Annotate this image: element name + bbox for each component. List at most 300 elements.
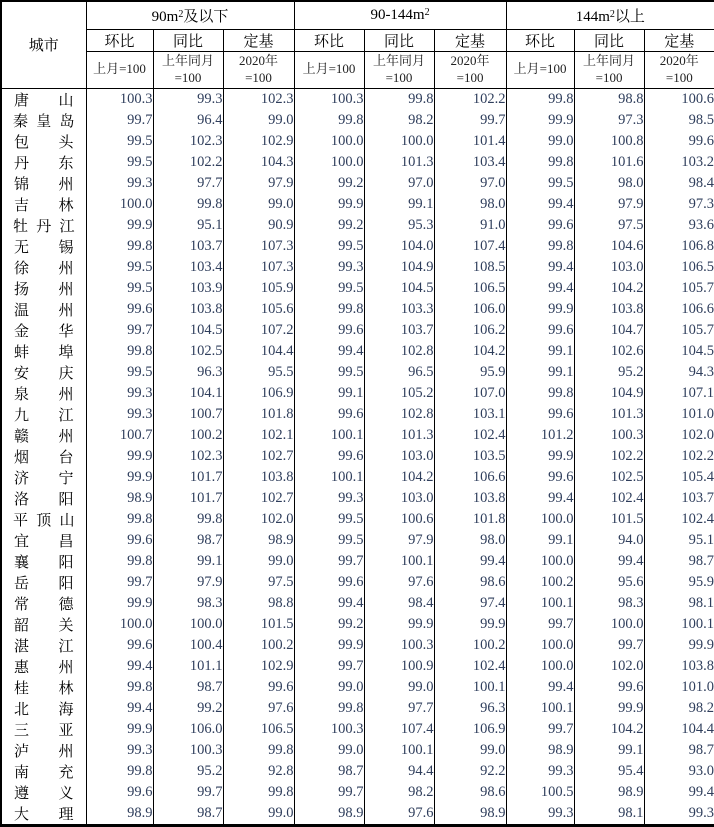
index-value-cell: 98.9 <box>294 803 364 826</box>
city-column-header: 城市 <box>1 1 86 88</box>
index-value-cell: 99.6 <box>86 530 153 551</box>
index-value-cell: 106.5 <box>644 257 714 278</box>
city-name: 洛 阳 <box>1 488 86 509</box>
index-value-cell: 99.4 <box>574 551 644 572</box>
city-name: 宜 昌 <box>1 530 86 551</box>
index-value-cell: 97.5 <box>223 572 294 593</box>
index-value-cell: 97.9 <box>153 572 223 593</box>
index-value-cell: 99.9 <box>86 593 153 614</box>
base-label-mom: 上月=100 <box>294 51 364 88</box>
index-value-cell: 99.6 <box>506 215 574 236</box>
index-value-cell: 99.7 <box>86 110 153 131</box>
index-value-cell: 100.0 <box>506 656 574 677</box>
index-value-cell: 99.6 <box>294 572 364 593</box>
index-value-cell: 102.4 <box>574 488 644 509</box>
table-row <box>1 467 714 488</box>
index-value-cell: 104.3 <box>223 152 294 173</box>
index-value-cell: 99.4 <box>506 278 574 299</box>
index-value-cell: 103.4 <box>434 152 506 173</box>
index-value-cell: 100.3 <box>364 635 434 656</box>
index-value-cell: 99.9 <box>86 446 153 467</box>
table-row <box>1 740 714 761</box>
index-value-cell: 99.7 <box>86 320 153 341</box>
index-value-cell: 102.0 <box>644 425 714 446</box>
city-name: 烟 台 <box>1 446 86 467</box>
index-value-cell: 102.8 <box>364 341 434 362</box>
base-label-fixed-base: 2020年 =100 <box>644 51 714 88</box>
index-value-cell: 98.7 <box>294 761 364 782</box>
index-value-cell: 99.3 <box>644 803 714 826</box>
index-value-cell: 99.0 <box>294 677 364 698</box>
index-value-cell: 98.7 <box>153 677 223 698</box>
city-name: 惠 州 <box>1 656 86 677</box>
index-value-cell: 98.7 <box>153 530 223 551</box>
base-header-row <box>1 51 714 88</box>
index-value-cell: 102.2 <box>434 88 506 110</box>
index-value-cell: 104.1 <box>153 383 223 404</box>
index-value-cell: 99.6 <box>506 404 574 425</box>
city-name: 金 华 <box>1 320 86 341</box>
index-value-cell: 99.6 <box>574 677 644 698</box>
index-value-cell: 95.3 <box>364 215 434 236</box>
index-value-cell: 106.5 <box>223 719 294 740</box>
index-value-cell: 99.8 <box>86 677 153 698</box>
table-row <box>1 614 714 635</box>
table-row <box>1 88 714 110</box>
index-value-cell: 91.0 <box>434 215 506 236</box>
index-value-cell: 99.1 <box>574 740 644 761</box>
index-value-cell: 98.3 <box>153 593 223 614</box>
index-value-cell: 99.0 <box>364 677 434 698</box>
index-value-cell: 102.2 <box>574 446 644 467</box>
index-value-cell: 104.5 <box>153 320 223 341</box>
table-row <box>1 110 714 131</box>
city-name: 平 顶 山 <box>1 509 86 530</box>
index-value-cell: 107.2 <box>223 320 294 341</box>
index-value-cell: 100.0 <box>86 614 153 635</box>
index-value-cell: 100.0 <box>364 131 434 152</box>
index-value-cell: 97.9 <box>364 530 434 551</box>
index-value-cell: 95.9 <box>434 362 506 383</box>
city-name: 三 亚 <box>1 719 86 740</box>
index-value-cell: 104.4 <box>644 719 714 740</box>
index-value-cell: 97.0 <box>434 173 506 194</box>
index-value-cell: 101.6 <box>574 152 644 173</box>
index-value-cell: 103.4 <box>153 257 223 278</box>
table-row <box>1 530 714 551</box>
city-name: 锦 州 <box>1 173 86 194</box>
index-value-cell: 99.5 <box>294 530 364 551</box>
index-value-cell: 90.9 <box>223 215 294 236</box>
index-value-cell: 100.3 <box>574 425 644 446</box>
index-value-cell: 101.1 <box>153 656 223 677</box>
index-value-cell: 99.6 <box>86 299 153 320</box>
index-value-cell: 98.2 <box>364 110 434 131</box>
index-value-cell: 96.3 <box>153 362 223 383</box>
index-value-cell: 99.3 <box>506 761 574 782</box>
index-value-cell: 103.0 <box>574 257 644 278</box>
index-value-cell: 100.0 <box>153 614 223 635</box>
index-value-cell: 100.2 <box>506 572 574 593</box>
index-value-cell: 100.1 <box>506 698 574 719</box>
index-value-cell: 99.9 <box>506 446 574 467</box>
index-value-cell: 100.3 <box>86 88 153 110</box>
index-value-cell: 100.6 <box>364 509 434 530</box>
index-value-cell: 98.7 <box>153 803 223 826</box>
index-value-cell: 99.4 <box>86 698 153 719</box>
table-row <box>1 215 714 236</box>
index-value-cell: 100.7 <box>153 404 223 425</box>
index-value-cell: 99.7 <box>294 551 364 572</box>
index-value-cell: 99.7 <box>434 110 506 131</box>
index-value-cell: 99.8 <box>86 341 153 362</box>
index-value-cell: 99.5 <box>294 509 364 530</box>
index-value-cell: 99.1 <box>364 194 434 215</box>
index-value-cell: 100.6 <box>644 88 714 110</box>
index-value-cell: 99.4 <box>506 194 574 215</box>
index-value-cell: 103.7 <box>364 320 434 341</box>
index-value-cell: 100.8 <box>574 131 644 152</box>
table-row <box>1 488 714 509</box>
index-value-cell: 106.9 <box>434 719 506 740</box>
index-value-cell: 95.9 <box>644 572 714 593</box>
index-value-cell: 99.8 <box>294 698 364 719</box>
index-value-cell: 103.2 <box>644 152 714 173</box>
table-row <box>1 236 714 257</box>
index-value-cell: 98.5 <box>644 110 714 131</box>
index-value-cell: 102.5 <box>574 467 644 488</box>
index-value-cell: 99.1 <box>294 383 364 404</box>
index-value-cell: 103.1 <box>434 404 506 425</box>
index-value-cell: 103.5 <box>434 446 506 467</box>
table-row <box>1 551 714 572</box>
index-value-cell: 103.7 <box>153 236 223 257</box>
index-value-cell: 99.3 <box>153 88 223 110</box>
table-row <box>1 383 714 404</box>
index-value-cell: 95.5 <box>223 362 294 383</box>
city-name: 吉 林 <box>1 194 86 215</box>
table-row <box>1 656 714 677</box>
index-value-cell: 98.8 <box>223 593 294 614</box>
table-row <box>1 509 714 530</box>
group-header-90-144: $90-144m^2$ <box>294 1 506 29</box>
index-value-cell: 102.3 <box>223 88 294 110</box>
index-value-cell: 101.8 <box>223 404 294 425</box>
index-value-cell: 99.5 <box>86 278 153 299</box>
index-value-cell: 95.6 <box>574 572 644 593</box>
index-value-cell: 106.2 <box>434 320 506 341</box>
index-value-cell: 104.2 <box>574 278 644 299</box>
index-value-cell: 98.2 <box>364 782 434 803</box>
index-value-cell: 97.9 <box>574 194 644 215</box>
index-value-cell: 99.9 <box>294 635 364 656</box>
table-row <box>1 173 714 194</box>
index-value-cell: 103.8 <box>574 299 644 320</box>
index-value-cell: 93.0 <box>644 761 714 782</box>
index-value-cell: 99.9 <box>644 635 714 656</box>
index-value-cell: 93.6 <box>644 215 714 236</box>
index-value-cell: 99.9 <box>86 467 153 488</box>
index-value-cell: 99.9 <box>434 614 506 635</box>
index-value-cell: 104.2 <box>434 341 506 362</box>
index-value-cell: 104.9 <box>364 257 434 278</box>
index-value-cell: 99.5 <box>86 362 153 383</box>
col-header-mom: 环比 <box>506 29 574 51</box>
index-value-cell: 100.2 <box>153 425 223 446</box>
index-value-cell: 104.5 <box>364 278 434 299</box>
index-value-cell: 98.1 <box>574 803 644 826</box>
index-value-cell: 100.1 <box>294 425 364 446</box>
base-label-fixed-base: 2020年 =100 <box>434 51 506 88</box>
index-value-cell: 98.0 <box>574 173 644 194</box>
index-value-cell: 102.2 <box>153 152 223 173</box>
index-value-cell: 103.0 <box>364 446 434 467</box>
index-value-cell: 103.8 <box>644 656 714 677</box>
index-value-cell: 102.9 <box>223 656 294 677</box>
col-header-fixed-base: 定基 <box>434 29 506 51</box>
index-value-cell: 98.0 <box>434 530 506 551</box>
index-value-cell: 99.7 <box>294 656 364 677</box>
city-name: 蚌 埠 <box>1 341 86 362</box>
index-value-cell: 99.4 <box>506 488 574 509</box>
table-row <box>1 719 714 740</box>
index-value-cell: 99.7 <box>86 572 153 593</box>
index-value-cell: 101.2 <box>506 425 574 446</box>
city-name: 大 理 <box>1 803 86 826</box>
index-value-cell: 99.7 <box>574 635 644 656</box>
city-name: 温 州 <box>1 299 86 320</box>
city-name: 秦 皇 岛 <box>1 110 86 131</box>
index-value-cell: 99.6 <box>506 467 574 488</box>
index-value-cell: 98.9 <box>86 803 153 826</box>
index-value-cell: 99.3 <box>86 404 153 425</box>
index-value-cell: 99.0 <box>223 551 294 572</box>
index-value-cell: 103.9 <box>153 278 223 299</box>
city-name: 济 宁 <box>1 467 86 488</box>
index-value-cell: 101.0 <box>644 677 714 698</box>
index-value-cell: 98.1 <box>644 593 714 614</box>
index-value-cell: 102.4 <box>644 509 714 530</box>
index-value-cell: 99.9 <box>86 719 153 740</box>
city-name: 湛 江 <box>1 635 86 656</box>
index-value-cell: 100.9 <box>364 656 434 677</box>
index-value-cell: 99.2 <box>294 173 364 194</box>
city-name: 安 庆 <box>1 362 86 383</box>
index-value-cell: 107.3 <box>223 257 294 278</box>
index-value-cell: 102.5 <box>153 341 223 362</box>
index-value-cell: 99.9 <box>294 194 364 215</box>
index-value-cell: 98.9 <box>86 488 153 509</box>
index-value-cell: 102.8 <box>364 404 434 425</box>
index-value-cell: 107.4 <box>434 236 506 257</box>
index-value-cell: 97.6 <box>364 572 434 593</box>
city-name: 丹 东 <box>1 152 86 173</box>
index-value-cell: 97.3 <box>574 110 644 131</box>
index-value-cell: 97.7 <box>364 698 434 719</box>
index-value-cell: 106.6 <box>644 299 714 320</box>
index-value-cell: 98.4 <box>644 173 714 194</box>
index-value-cell: 99.8 <box>294 110 364 131</box>
index-value-cell: 99.8 <box>86 236 153 257</box>
index-value-cell: 107.1 <box>644 383 714 404</box>
index-value-cell: 102.7 <box>223 446 294 467</box>
index-value-cell: 98.7 <box>644 551 714 572</box>
index-value-cell: 99.6 <box>86 782 153 803</box>
city-name: 包 头 <box>1 131 86 152</box>
index-value-cell: 100.3 <box>294 719 364 740</box>
table-row <box>1 194 714 215</box>
city-name: 岳 阳 <box>1 572 86 593</box>
index-value-cell: 99.8 <box>153 194 223 215</box>
table-row <box>1 320 714 341</box>
index-value-cell: 99.9 <box>506 299 574 320</box>
index-value-cell: 102.1 <box>223 425 294 446</box>
index-value-cell: 104.6 <box>574 236 644 257</box>
index-value-cell: 106.8 <box>644 236 714 257</box>
city-name: 桂 林 <box>1 677 86 698</box>
index-value-cell: 99.5 <box>294 236 364 257</box>
index-value-cell: 100.3 <box>153 740 223 761</box>
index-value-cell: 97.7 <box>153 173 223 194</box>
index-value-cell: 101.5 <box>574 509 644 530</box>
index-value-cell: 104.5 <box>644 341 714 362</box>
index-value-cell: 100.2 <box>434 635 506 656</box>
table-row <box>1 593 714 614</box>
index-value-cell: 99.0 <box>506 131 574 152</box>
index-value-cell: 103.8 <box>153 299 223 320</box>
index-value-cell: 99.8 <box>364 88 434 110</box>
base-label-yoy: 上年同月 =100 <box>153 51 223 88</box>
index-value-cell: 95.2 <box>574 362 644 383</box>
index-value-cell: 101.0 <box>644 404 714 425</box>
index-value-cell: 105.2 <box>364 383 434 404</box>
table-row <box>1 635 714 656</box>
index-value-cell: 107.3 <box>223 236 294 257</box>
index-value-cell: 106.6 <box>434 467 506 488</box>
city-name: 遵 义 <box>1 782 86 803</box>
col-header-yoy: 同比 <box>574 29 644 51</box>
index-value-cell: 106.0 <box>434 299 506 320</box>
table-row <box>1 698 714 719</box>
index-value-cell: 99.7 <box>506 719 574 740</box>
group-header-row <box>1 1 714 29</box>
index-value-cell: 99.8 <box>506 236 574 257</box>
index-value-cell: 97.6 <box>223 698 294 719</box>
index-value-cell: 104.4 <box>223 341 294 362</box>
index-value-cell: 99.5 <box>86 152 153 173</box>
col-header-fixed-base: 定基 <box>644 29 714 51</box>
city-name: 泸 州 <box>1 740 86 761</box>
base-label-mom: 上月=100 <box>86 51 153 88</box>
index-value-cell: 96.4 <box>153 110 223 131</box>
index-value-cell: 98.9 <box>223 530 294 551</box>
index-value-cell: 98.9 <box>574 782 644 803</box>
index-value-cell: 103.0 <box>364 488 434 509</box>
index-value-cell: 100.1 <box>644 614 714 635</box>
index-value-cell: 99.3 <box>294 257 364 278</box>
group-header-144-above: $144m^2$以上 <box>506 1 714 29</box>
table-body <box>1 88 714 825</box>
col-header-mom: 环比 <box>86 29 153 51</box>
index-value-cell: 98.3 <box>574 593 644 614</box>
index-value-cell: 97.3 <box>644 194 714 215</box>
index-value-cell: 99.8 <box>223 782 294 803</box>
city-name: 赣 州 <box>1 425 86 446</box>
index-value-cell: 105.7 <box>644 320 714 341</box>
index-value-cell: 99.4 <box>506 677 574 698</box>
index-value-cell: 98.2 <box>644 698 714 719</box>
table-row <box>1 446 714 467</box>
index-value-cell: 99.0 <box>434 740 506 761</box>
index-value-cell: 102.2 <box>644 446 714 467</box>
index-value-cell: 94.0 <box>574 530 644 551</box>
index-value-cell: 99.9 <box>364 614 434 635</box>
index-value-cell: 100.7 <box>86 425 153 446</box>
index-value-cell: 101.8 <box>434 509 506 530</box>
index-value-cell: 95.1 <box>644 530 714 551</box>
index-value-cell: 106.9 <box>223 383 294 404</box>
index-value-cell: 99.1 <box>506 362 574 383</box>
city-name: 扬 州 <box>1 278 86 299</box>
index-value-cell: 102.7 <box>223 488 294 509</box>
base-label-yoy: 上年同月 =100 <box>574 51 644 88</box>
table-row <box>1 572 714 593</box>
index-value-cell: 99.8 <box>294 299 364 320</box>
index-value-cell: 98.4 <box>364 593 434 614</box>
index-value-cell: 99.0 <box>223 110 294 131</box>
index-value-cell: 99.2 <box>294 614 364 635</box>
index-value-cell: 100.4 <box>153 635 223 656</box>
index-value-cell: 100.2 <box>223 635 294 656</box>
index-value-cell: 101.3 <box>364 152 434 173</box>
index-value-cell: 92.8 <box>223 761 294 782</box>
index-value-cell: 99.6 <box>294 320 364 341</box>
city-name: 韶 关 <box>1 614 86 635</box>
base-label-fixed-base: 2020年 =100 <box>223 51 294 88</box>
index-value-cell: 100.1 <box>506 593 574 614</box>
index-value-cell: 98.8 <box>574 88 644 110</box>
index-value-cell: 100.5 <box>506 782 574 803</box>
index-value-cell: 98.6 <box>434 572 506 593</box>
table-row <box>1 341 714 362</box>
index-value-cell: 99.3 <box>86 173 153 194</box>
index-value-cell: 99.8 <box>153 509 223 530</box>
index-value-cell: 103.3 <box>364 299 434 320</box>
index-value-cell: 98.9 <box>506 740 574 761</box>
index-value-cell: 101.4 <box>434 131 506 152</box>
index-value-cell: 99.2 <box>153 698 223 719</box>
index-value-cell: 100.0 <box>294 152 364 173</box>
index-value-cell: 105.4 <box>644 467 714 488</box>
index-value-cell: 99.4 <box>434 551 506 572</box>
index-value-cell: 99.8 <box>223 740 294 761</box>
table-header <box>1 1 714 88</box>
table-row <box>1 782 714 803</box>
index-value-cell: 103.8 <box>434 488 506 509</box>
index-value-cell: 106.0 <box>153 719 223 740</box>
index-value-cell: 99.9 <box>506 110 574 131</box>
index-value-cell: 100.1 <box>364 551 434 572</box>
index-value-cell: 105.9 <box>223 278 294 299</box>
index-value-cell: 99.3 <box>294 488 364 509</box>
index-value-cell: 99.5 <box>294 278 364 299</box>
index-value-cell: 99.4 <box>294 341 364 362</box>
index-value-cell: 97.6 <box>364 803 434 826</box>
index-value-cell: 100.1 <box>294 467 364 488</box>
city-name: 徐 州 <box>1 257 86 278</box>
index-value-cell: 96.3 <box>434 698 506 719</box>
index-value-cell: 107.4 <box>364 719 434 740</box>
